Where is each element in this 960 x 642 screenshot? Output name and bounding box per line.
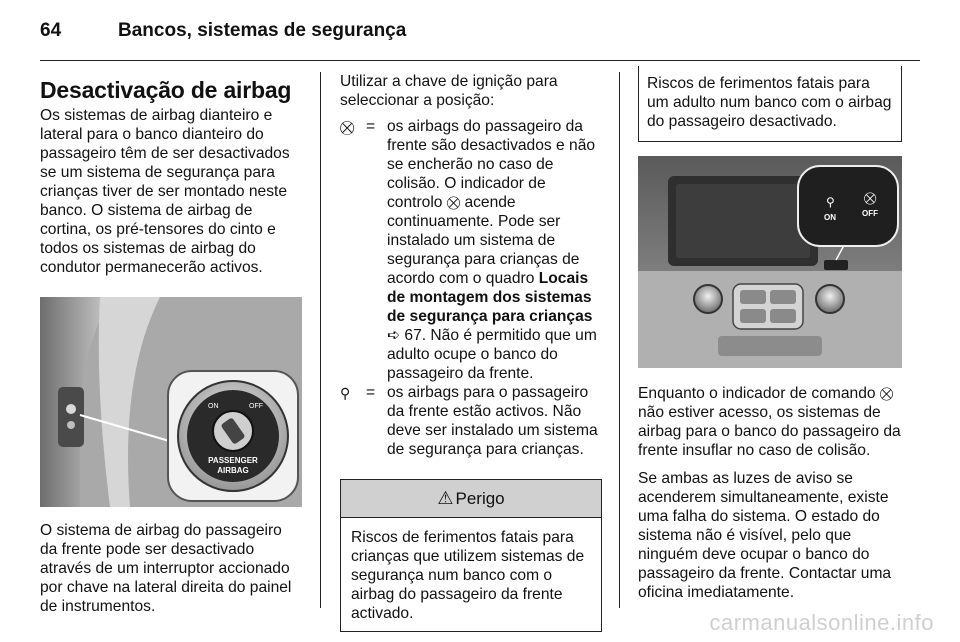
dashboard-indicator-photo	[638, 156, 902, 368]
definition-text	[387, 117, 602, 383]
intro-paragraph: Os sistemas de airbag dianteiro e lateral para o banco dianteiro do passageiro têm de ser desactivados se um sistema de segurança para crianças tiver de ser montado neste banco. O sistema de airbag de cortina, os pré-tensores do cinto e todos os sistemas de airbag do condutor permanecerão activos.	[40, 107, 290, 276]
danger-title: Perigo	[455, 489, 505, 508]
indicator-label-on: ON	[824, 213, 836, 222]
position-intro: Utilizar a chave de ignição para seleccionar a posição:	[340, 73, 558, 109]
page-number: 64	[40, 20, 62, 41]
indicator-paragraph-part: não estiver acesso, os sistemas de airbag para o banco do passageiro da frente insuflar no caso de colisão.	[638, 404, 901, 459]
definition-text-part: acende continuamente. Pode ser instalado um sistema de segurança para crianças de acordo com o quadro	[387, 194, 580, 287]
airbag-switch-photo	[40, 297, 302, 507]
danger-header	[341, 480, 601, 518]
switch-label-on: ON	[208, 403, 219, 410]
airbag-on-icon: ⚲	[340, 385, 351, 401]
dashboard-illustration	[638, 156, 902, 368]
indicator-airbag-on-icon: ⚲	[826, 195, 835, 209]
column-divider-2	[619, 72, 620, 608]
photo-caption: O sistema de airbag do passageiro da frente pode ser desactivado através de um interruptor accionado por chave na lateral direita do painel de instrumentos.	[40, 522, 292, 615]
switch-label-off: OFF	[249, 403, 263, 410]
page-header	[40, 20, 920, 60]
definition-airbag-off	[340, 117, 602, 383]
airbag-off-icon: ⛒	[446, 195, 461, 210]
switch-label-passenger: PASSENGER	[208, 456, 258, 465]
column-3	[638, 72, 902, 602]
column-1	[40, 72, 302, 616]
column-2	[340, 72, 602, 632]
airbag-switch-illustration	[40, 297, 302, 507]
danger-text: Riscos de ferimentos fatais para crianças que utilizem sistemas de segurança num banco com o airbag do passageiro da frente activado.	[351, 529, 585, 622]
danger-box	[340, 479, 602, 632]
indicator-paragraph	[638, 384, 902, 460]
indicator-label-off: OFF	[862, 209, 878, 218]
watermark: carmanualsonline.info	[709, 610, 934, 635]
definition-equals: =	[366, 384, 376, 401]
definition-airbag-on	[340, 383, 602, 459]
running-title: Bancos, sistemas de segurança	[118, 20, 407, 41]
airbag-off-icon: ⛒	[340, 119, 355, 135]
definition-text: os airbags para o passageiro da frente estão activos. Não deve ser instalado um sistema de segurança para crianças.	[387, 384, 598, 458]
danger-continuation-box	[638, 66, 902, 142]
page-reference[interactable]: ➪ 67.	[387, 327, 427, 344]
danger-continuation-text: Riscos de ferimentos fatais para um adulto num banco com o airbag do passageiro desactivado.	[647, 75, 892, 130]
child-seat-table-link[interactable]: Locais de montagem dos sistemas de segurança para crianças	[387, 270, 593, 325]
switch-label-airbag: AIRBAG	[217, 466, 249, 475]
column-divider-1	[320, 72, 321, 608]
definition-text-part: os airbags do passageiro da frente são desactivados e não se encherão no caso de colisão. O indicador de controlo	[387, 118, 596, 211]
section-title: Desactivação de airbag	[40, 77, 292, 103]
fault-paragraph: Se ambas as luzes de aviso se acenderem simultaneamente, existe uma falha do sistema. O estado do sistema não é visível, pelo que ninguém deve ocupar o banco do passageiro da frente. Contactar uma oficina imediatamente.	[638, 470, 892, 601]
definition-equals: =	[366, 118, 376, 135]
indicator-paragraph-part: Enquanto o indicador de comando	[638, 385, 876, 402]
warning-triangle-icon: ⚠	[437, 488, 454, 508]
header-divider	[40, 60, 920, 61]
definition-text-part: Não é permitido que um adulto ocupe o banco do passageiro da frente.	[387, 327, 597, 382]
indicator-airbag-off-icon: ⛒	[864, 191, 877, 205]
airbag-off-icon: ⛒	[879, 386, 894, 401]
